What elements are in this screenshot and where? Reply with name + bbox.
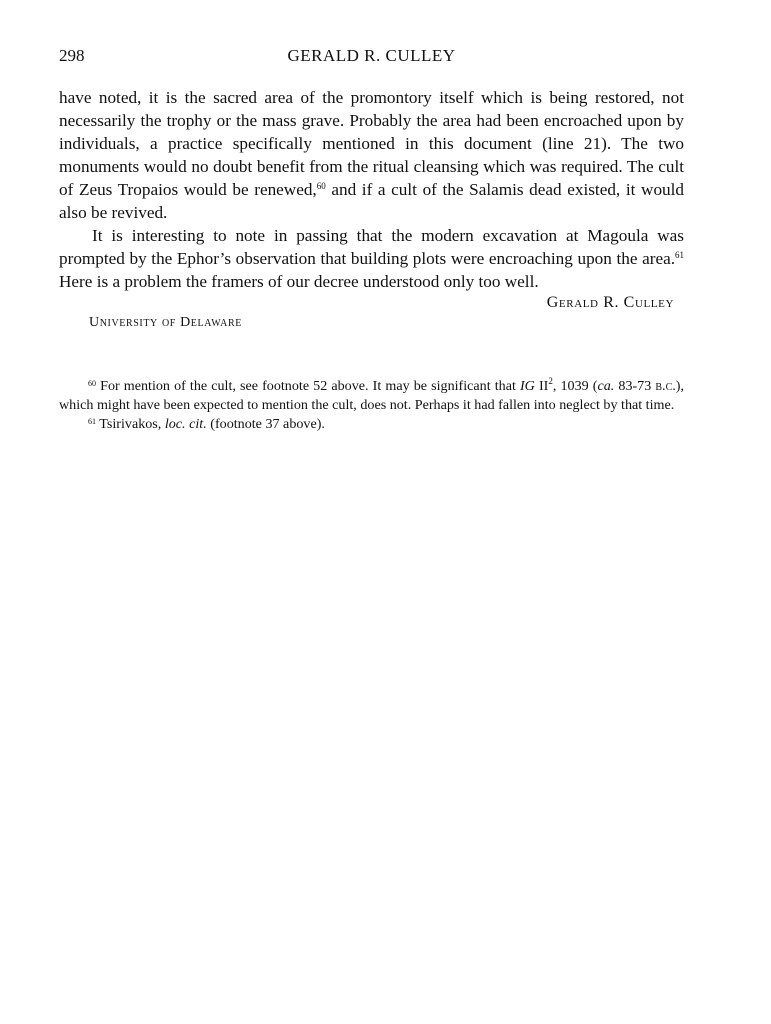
footnote-60-text-c: , 1039 ( bbox=[552, 378, 598, 394]
footnotes bbox=[59, 377, 684, 434]
paragraph-1-text-a: have noted, it is the sacred area of the promontory itself which is being restored, not necessarily the trophy or the mass grave. Probably the area had been encroached upon by individuals, a practice specifically mentioned in this document (line 21). The two monuments would no doubt benefit from the ritual cleansing which was required. The cult of Zeus Tropaios would be renewed, bbox=[59, 88, 684, 199]
footnote-ref-61[interactable]: 61 bbox=[675, 250, 684, 260]
footnote-60-text-e: ), which might have been expected to mention the cult, does not. Perhaps it had fallen into neglect by that time. bbox=[59, 378, 684, 413]
footnote-60-superscript: 2 bbox=[548, 376, 553, 386]
page-number: 298 bbox=[59, 46, 85, 65]
footnote-60-bc: b.c. bbox=[655, 378, 676, 394]
paragraph-1-text-b: and if a cult of the Salamis dead existed, it would also be revived. bbox=[59, 180, 684, 222]
footnote-60-ca: ca. bbox=[597, 378, 615, 394]
footnote-61-text-a: Tsirivakos, bbox=[96, 416, 165, 432]
running-title: GERALD R. CULLEY bbox=[287, 46, 456, 65]
footnote-61-text-b: (footnote 37 above). bbox=[206, 416, 325, 432]
footnote-60-ig: IG bbox=[519, 378, 535, 394]
author-affiliation: University of Delaware bbox=[89, 315, 242, 330]
footnote-60-text-d: 83-73 bbox=[614, 378, 656, 394]
footnote-61 bbox=[59, 415, 684, 434]
footnote-60-text-b: II bbox=[534, 378, 549, 394]
body-text bbox=[59, 86, 684, 293]
running-head bbox=[59, 46, 684, 70]
footnote-61-mark: 61 bbox=[88, 417, 96, 426]
paragraph-1 bbox=[59, 86, 684, 224]
paragraph-2-text-a: It is interesting to note in passing that the modern excavation at Magoula was prompted by the Ephor’s observation that building plots were encroaching upon the area. bbox=[59, 226, 684, 268]
author-signature: Gerald R. Culley bbox=[546, 294, 674, 311]
footnote-60-text-a: For mention of the cult, see footnote 52 above. It may be significant that bbox=[96, 378, 520, 394]
footnote-60 bbox=[59, 377, 684, 415]
footnote-61-loc-cit: loc. cit. bbox=[164, 416, 207, 432]
paragraph-2 bbox=[59, 224, 684, 293]
footnote-60-mark: 60 bbox=[88, 379, 96, 388]
paragraph-2-text-b: Here is a problem the framers of our decree understood only too well. bbox=[59, 272, 539, 291]
footnote-ref-60[interactable]: 60 bbox=[316, 181, 326, 191]
